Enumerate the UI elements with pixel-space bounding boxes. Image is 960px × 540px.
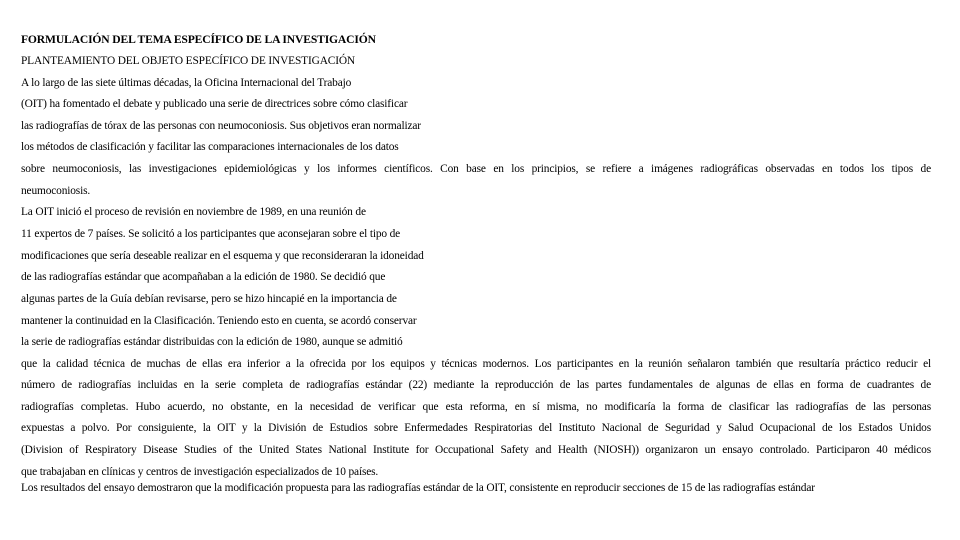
paragraph-line: número de radiografías incluidas en la serie completa de radiografías estándar (22) mediante la reproducción de las partes fundamentales de algunas de ellas en forma de cuadrantes de	[21, 379, 931, 391]
paragraph-line: los métodos de clasificación y facilitar las comparaciones internacionales de los datos	[21, 141, 399, 153]
paragraph-line: que trabajaban en clínicas y centros de investigación especializados de 10 países.	[21, 466, 379, 478]
paragraph-line: las radiografías de tórax de las personas con neumoconiosis. Sus objetivos eran normalizar	[21, 120, 421, 132]
paragraph-line: mantener la continuidad en la Clasificación. Teniendo esto en cuenta, se acordó conservar	[21, 315, 417, 327]
paragraph-line: A lo largo de las siete últimas décadas, la Oficina Internacional del Trabajo	[21, 77, 352, 89]
paragraph-line: (Division of Respiratory Disease Studies of the United States National Institute for Occupational Safety and Health (NIOSH)) organizaron un ensayo controlado. Participaron 40 médicos	[21, 444, 931, 456]
paragraph-line: La OIT inició el proceso de revisión en noviembre de 1989, en una reunión de	[21, 206, 366, 218]
paragraph-line: que la calidad técnica de muchas de ellas era inferior a la ofrecida por los equipos y técnicas modernos. Los participantes en la reunión señalaron también que resultaría práctico reducir el	[21, 358, 931, 370]
document-title: FORMULACIÓN DEL TEMA ESPECÍFICO DE LA INVESTIGACIÓN	[21, 33, 376, 46]
document-page	[21, 0, 931, 540]
paragraph-line: sobre neumoconiosis, las investigaciones epidemiológicas y los informes científicos. Con base en los principios, se refiere a imágenes radiográficas observadas en todos los tipos de	[21, 163, 931, 175]
paragraph-line: expuestas a polvo. Por consiguiente, la OIT y la División de Estudios sobre Enfermedades Respiratorias del Instituto Nacional de Seguridad y Salud Ocupacional de los Estados Unidos	[21, 422, 931, 434]
paragraph-line: neumoconiosis.	[21, 185, 91, 197]
paragraph-line: (OIT) ha fomentado el debate y publicado una serie de directrices sobre cómo clasificar	[21, 98, 408, 110]
paragraph-line: modificaciones que sería deseable realizar en el esquema y que reconsideraran la idoneidad	[21, 250, 424, 262]
paragraph-line: Los resultados del ensayo demostraron que la modificación propuesta para las radiografías estándar de la OIT, consistente en reproducir secciones de 15 de las radiografías estándar	[21, 482, 815, 494]
paragraph-line: algunas partes de la Guía debían revisarse, pero se hizo hincapié en la importancia de	[21, 293, 397, 305]
paragraph-line: 11 expertos de 7 países. Se solicitó a los participantes que aconsejaran sobre el tipo de	[21, 228, 401, 240]
document-subtitle: PLANTEAMIENTO DEL OBJETO ESPECÍFICO DE INVESTIGACIÓN	[21, 55, 356, 67]
paragraph-line: radiografías completas. Hubo acuerdo, no obstante, en la necesidad de verificar que esta reforma, en sí misma, no modificaría la forma de clasificar las radiografías de las personas	[21, 401, 931, 413]
paragraph-line: la serie de radiografías estándar distribuidas con la edición de 1980, aunque se admitió	[21, 336, 403, 348]
paragraph-line: de las radiografías estándar que acompañaban a la edición de 1980. Se decidió que	[21, 271, 386, 283]
